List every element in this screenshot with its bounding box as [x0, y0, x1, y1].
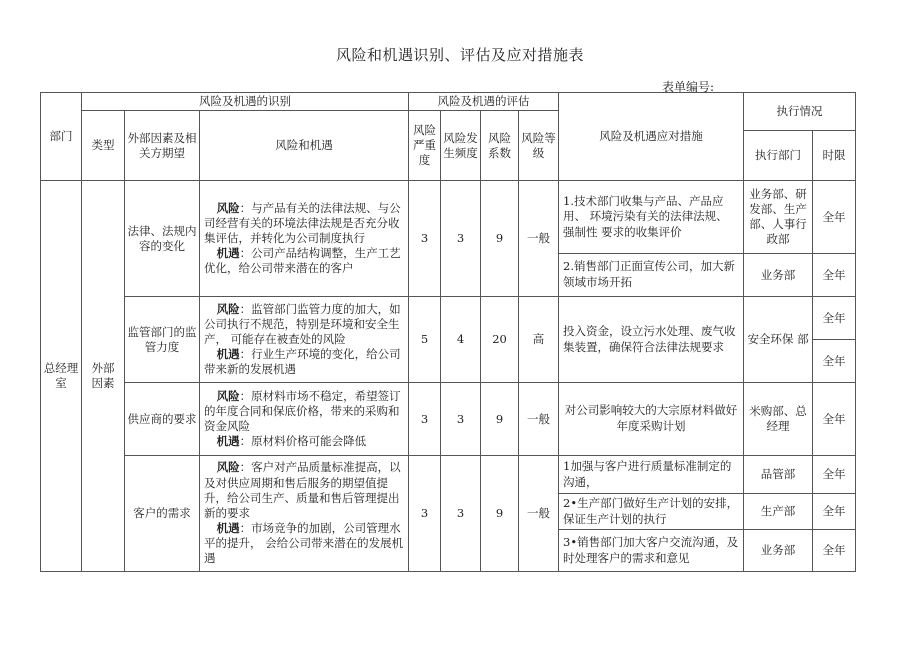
header-risk-opp: 风险和机遇	[200, 111, 409, 181]
factor-cell: 客户的需求	[125, 456, 200, 572]
frequency-cell: 4	[441, 297, 481, 383]
severity-cell: 3	[409, 456, 441, 572]
risk-label: 风险	[216, 200, 240, 215]
header-severity: 风险严重度	[409, 111, 441, 181]
risk-text: ：客户对产品质量标准提高，以及对供应周期和售后服务的期望值提升，给公司生产、质量和售后管理提出新的要求	[204, 460, 401, 520]
header-identification: 风险及机遇的识别	[82, 93, 409, 111]
table-row	[41, 181, 856, 254]
measure-cell: 1加强与客户进行质量标准制定的沟通，	[559, 456, 744, 494]
exec-dept-cell: 业务部	[744, 530, 813, 572]
exec-dept-cell: 业务部	[744, 254, 813, 297]
header-coefficient: 风险系数	[481, 111, 519, 181]
level-cell: 高	[519, 297, 559, 383]
risk-opportunity-cell	[200, 181, 409, 297]
header-evaluation: 风险及机遇的评估	[409, 93, 559, 111]
opportunity-text: ：公司产品结构调整，生产工艺优化，给公司带来潜在的客户	[204, 246, 401, 276]
frequency-cell: 3	[441, 383, 481, 456]
deadline-cell: 全年	[813, 340, 856, 383]
exec-dept-cell: 生产部	[744, 494, 813, 530]
type-cell: 外部 因素	[82, 181, 125, 572]
coefficient-cell: 9	[481, 181, 519, 297]
risk-text: ：与产品有关的法律法规、与公司经营有关的环境法律法规是否充分收集评估，并转化为公司制度执行	[204, 200, 401, 245]
measure-cell: 3•销售部门加大客户交流沟通，及时处理客户的需求和意见	[559, 530, 744, 572]
header-measures: 风险及机遇应对措施	[559, 93, 744, 181]
opportunity-text: ：市场竞争的加剧，公司管理水平的提升， 会给公司带来潜在的发展机遇	[204, 521, 404, 566]
table-row	[41, 456, 856, 494]
table-row	[41, 383, 856, 456]
level-cell: 一般	[519, 383, 559, 456]
exec-dept-cell: 米购部、总经理	[744, 383, 813, 456]
risk-text: ：原材料市场不稳定，希望签订的年度合同和保底价格，带来的采购和资金风险	[204, 388, 401, 433]
header-factor: 外部因素及相关方期望	[125, 111, 200, 181]
risk-label: 风险	[216, 388, 240, 403]
coefficient-cell: 9	[481, 456, 519, 572]
severity-cell: 3	[409, 383, 441, 456]
deadline-cell: 全年	[813, 530, 856, 572]
deadline-cell: 全年	[813, 494, 856, 530]
coefficient-cell: 9	[481, 383, 519, 456]
header-deadline: 时限	[813, 131, 856, 181]
measure-cell: 2.销售部门正面宣传公司，加大新领域市场开拓	[559, 254, 744, 297]
page-title: 风险和机遇识别、评估及应对措施表	[335, 46, 584, 64]
exec-dept-cell: 业务部、研发部、生产部、人事行政部	[744, 181, 813, 254]
header-frequency: 风险发生频度	[441, 111, 481, 181]
risk-text: ：监管部门监管力度的加大，如公司执行不规范，特别是环境和安全生产， 可能存在被查处的风险	[204, 301, 401, 346]
deadline-cell: 全年	[813, 456, 856, 494]
opportunity-label: 机遇	[216, 347, 240, 362]
risk-opportunity-table	[40, 92, 856, 572]
frequency-cell: 3	[441, 181, 481, 297]
opportunity-label: 机遇	[216, 434, 240, 449]
severity-cell: 5	[409, 297, 441, 383]
measure-cell: 2•生产部门做好生产计划的安排，保证生产计划的执行	[559, 494, 744, 530]
header-level: 风险等级	[519, 111, 559, 181]
level-cell: 一般	[519, 181, 559, 297]
coefficient-cell: 20	[481, 297, 519, 383]
opportunity-text: ：原材料价格可能会降低	[239, 434, 367, 449]
measure-cell: 1.技术部门收集与产品、产品应用、 环境污染有关的法律法规、强制性 要求的收集评价	[559, 181, 744, 254]
factor-cell: 供应商的要求	[125, 383, 200, 456]
factor-cell: 监管部门的监管力度	[125, 297, 200, 383]
dept-cell: 总经理室	[41, 181, 82, 572]
deadline-cell: 全年	[813, 254, 856, 297]
header-execution: 执行情况	[744, 93, 856, 131]
exec-dept-cell: 安全环保 部	[744, 297, 813, 383]
table-row	[41, 297, 856, 340]
header-exec-dept: 执行部门	[744, 131, 813, 181]
opportunity-label: 机遇	[216, 246, 240, 261]
measure-cell: 投入资金，设立污水处理、废气收集装置，确保符合法律法规要求	[559, 297, 744, 383]
factor-cell: 法律、法规内容的变化	[125, 181, 200, 297]
deadline-cell: 全年	[813, 383, 856, 456]
risk-opportunity-cell	[200, 383, 409, 456]
risk-opportunity-cell	[200, 297, 409, 383]
header-dept: 部门	[41, 93, 82, 181]
exec-dept-cell: 品管部	[744, 456, 813, 494]
opportunity-text: ：行业生产环境的变化，给公司带来新的发展机遇	[204, 347, 401, 377]
frequency-cell: 3	[441, 456, 481, 572]
header-type: 类型	[82, 111, 125, 181]
severity-cell: 3	[409, 181, 441, 297]
deadline-cell: 全年	[813, 181, 856, 254]
form-number-label: 表单编号:	[662, 80, 715, 94]
measure-cell: 对公司影响较大的大宗原材料做好年度采购计划	[559, 383, 744, 456]
risk-opportunity-cell	[200, 456, 409, 572]
risk-label: 风险	[216, 301, 240, 316]
deadline-cell: 全年	[813, 297, 856, 340]
risk-label: 风险	[216, 460, 240, 475]
opportunity-label: 机遇	[216, 521, 240, 536]
level-cell: 一般	[519, 456, 559, 572]
